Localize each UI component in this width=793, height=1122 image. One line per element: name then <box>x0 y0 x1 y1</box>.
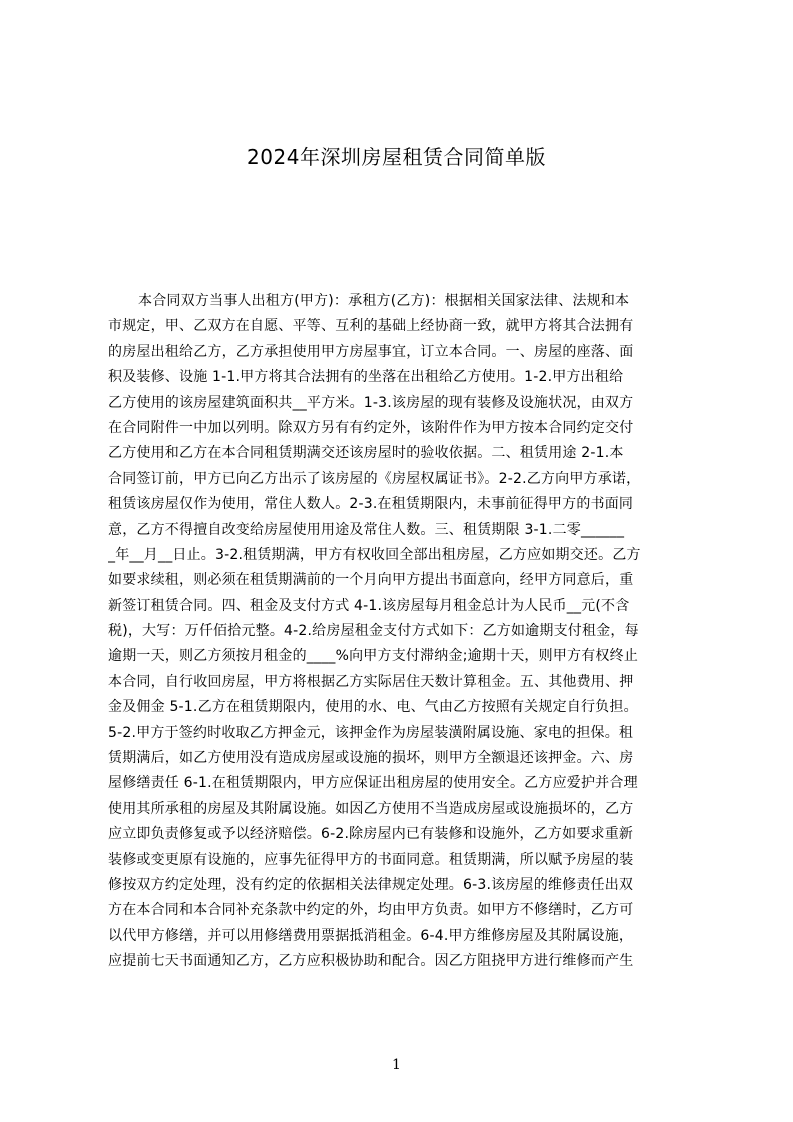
body-line: 逾期一天，则乙方须按月租金的____%向甲方支付滞纳金;逾期十天，则甲方有权终止 <box>108 648 639 665</box>
contract-body <box>108 289 700 975</box>
body-line: 以代甲方修缮，并可以用修缮费用票据抵消租金。6-4.甲方维修房屋及其附属设施， <box>108 927 634 944</box>
document-title: 2024年深圳房屋租赁合同简单版 <box>247 145 546 169</box>
body-line: 市规定，甲、乙双方在自愿、平等、互利的基础上经协商一致，就甲方将其合法拥有 <box>108 318 634 335</box>
body-line: 乙方使用的该房屋建筑面积共__平方米。1-3.该房屋的现有装修及设施状况，由双方 <box>108 394 634 411</box>
body-line: 本合同，自行收回房屋，甲方将根据乙方实际居住天数计算租金。五、其他费用、押 <box>108 673 634 690</box>
body-line: 装修或变更原有设施的，应事先征得甲方的书面同意。租赁期满，所以赋予房屋的装 <box>108 851 634 868</box>
body-line: 乙方使用和乙方在本合同租赁期满交还该房屋时的验收依据。二、租赁用途 2-1.本 <box>108 445 624 462</box>
body-line: 租赁该房屋仅作为使用，常住人数人。2-3.在租赁期限内，未事前征得甲方的书面同 <box>108 496 634 513</box>
body-line: 积及装修、设施 1-1.甲方将其合法拥有的坐落在出租给乙方使用。1-2.甲方出租给 <box>108 369 624 386</box>
body-line: 合同签订前，甲方已向乙方出示了该房屋的《房屋权属证书》。2-2.乙方向甲方承诺， <box>108 470 641 487</box>
body-line: 的房屋出租给乙方，乙方承担使用甲方房屋事宜，订立本合同。一、房屋的座落、面 <box>108 343 634 360</box>
body-line: 新签订租赁合同。四、租金及支付方式 4-1.该房屋每月租金总计为人民币__元(不含 <box>108 597 630 614</box>
body-line: 方在本合同和本合同补充条款中约定的外，均由甲方负责。如甲方不修缮时，乙方可 <box>108 902 634 919</box>
page-number: 1 <box>392 1057 401 1073</box>
body-line: 意，乙方不得擅自改变给房屋使用用途及常住人数。三、租赁期限 3-1.二零______ <box>108 521 625 538</box>
body-line: 如要求续租，则必须在租赁期满前的一个月向甲方提出书面意向，经甲方同意后，重 <box>108 572 634 589</box>
body-line: 赁期满后，如乙方使用没有造成房屋或设施的损坏，则甲方全额退还该押金。六、房 <box>108 750 634 767</box>
body-line: 屋修缮责任 6-1.在租赁期限内，甲方应保证出租房屋的使用安全。乙方应爱护并合理 <box>108 775 638 792</box>
body-line: 应提前七天书面通知乙方，乙方应积极协助和配合。因乙方阻挠甲方进行维修而产生 <box>108 953 634 970</box>
body-line: 修按双方约定处理，没有约定的依据相关法律规定处理。6-3.该房屋的维修责任出双 <box>108 876 634 893</box>
body-line: 在合同附件一中加以列明。除双方另有有约定外，该附件作为甲方按本合同约定交付 <box>108 419 634 436</box>
body-line: 金及佣金 5-1.乙方在租赁期限内，使用的水、电、气由乙方按照有关规定自行负担。 <box>108 699 638 716</box>
body-line: 使用其所承租的房屋及其附属设施。如因乙方使用不当造成房屋或设施损坏的，乙方 <box>108 800 634 817</box>
body-line: 本合同双方当事人出租方(甲方)：承租方(乙方)：根据相关国家法律、法规和本 <box>138 293 630 309</box>
body-line: 5-2.甲方于签约时收取乙方押金元，该押金作为房屋装潢附属设施、家电的担保。租 <box>108 724 634 741</box>
body-line: 应立即负责修复或予以经济赔偿。6-2.除房屋内已有装修和设施外，乙方如要求重新 <box>108 826 634 843</box>
body-line: _年__月__日止。3-2.租赁期满，甲方有权收回全部出租房屋，乙方应如期交还。乙方 <box>108 546 641 563</box>
body-line: 税)，大写：万仟佰拾元整。4-2.给房屋租金支付方式如下：乙方如逾期支付租金，每 <box>108 623 639 640</box>
